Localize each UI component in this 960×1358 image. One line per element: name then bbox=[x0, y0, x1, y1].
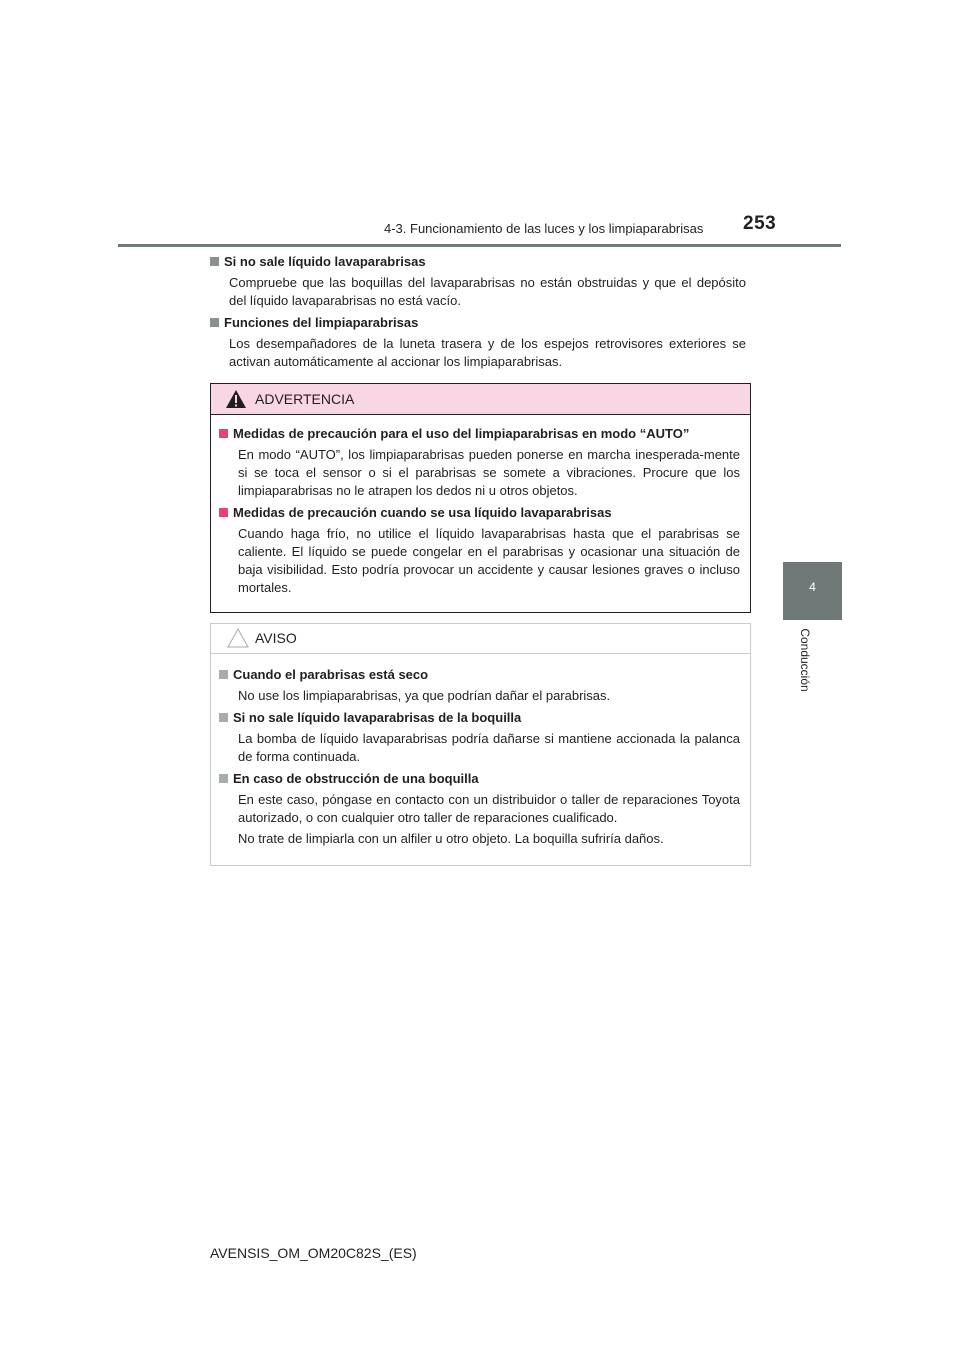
notice-header bbox=[211, 624, 750, 654]
chapter-label: Conducción bbox=[798, 628, 812, 692]
header-section-title: 4-3. Funcionamiento de las luces y los limpiaparabrisas bbox=[384, 221, 704, 236]
chapter-number: 4 bbox=[809, 580, 816, 594]
section-no-washer-fluid bbox=[210, 253, 746, 310]
warning-item bbox=[219, 425, 740, 500]
section-wiper-functions bbox=[210, 314, 746, 371]
notice-box bbox=[210, 623, 751, 866]
warning-item-body: Cuando haga frío, no utilice el líquido lavaparabrisas hasta que el parabrisas se caliente. El líquido se puede congelar en el parabrisas y ocasionar una situación de baja visibilidad. Esto podría provocar un accidente y causar lesiones graves o incluso mortales. bbox=[238, 526, 740, 595]
caution-triangle-icon bbox=[227, 627, 249, 649]
section-body: Compruebe que las boquillas del lavaparabrisas no están obstruidas y que el depósito del líquido lavaparabrisas no está vacío. bbox=[229, 275, 746, 308]
notice-label: AVISO bbox=[255, 630, 297, 646]
square-bullet-icon bbox=[210, 257, 219, 266]
warning-box bbox=[210, 383, 751, 613]
notice-item-title: En caso de obstrucción de una boquilla bbox=[233, 771, 479, 786]
warning-item-title: Medidas de precaución cuando se usa líquido lavaparabrisas bbox=[233, 505, 612, 520]
notice-item bbox=[219, 709, 740, 766]
header-divider bbox=[118, 244, 841, 247]
square-bullet-icon bbox=[219, 429, 228, 438]
notice-content bbox=[219, 666, 740, 852]
section-title: Funciones del limpiaparabrisas bbox=[224, 315, 419, 330]
warning-label: ADVERTENCIA bbox=[255, 391, 355, 407]
chapter-tab bbox=[783, 562, 842, 620]
warning-triangle-icon bbox=[225, 389, 247, 409]
notice-item-body: No use los limpiaparabrisas, ya que podrían dañar el parabrisas. bbox=[238, 688, 611, 703]
notice-item-title: Cuando el parabrisas está seco bbox=[233, 667, 429, 682]
notice-item bbox=[219, 770, 740, 848]
warning-header bbox=[211, 384, 750, 415]
notice-item bbox=[219, 666, 740, 705]
footer-doc-id: AVENSIS_OM_OM20C82S_(ES) bbox=[210, 1245, 417, 1261]
square-bullet-icon bbox=[219, 713, 228, 722]
notice-item-body: En este caso, póngase en contacto con un distribuidor o taller de reparaciones Toyota autorizado, o con cualquier otro taller de reparaciones cualificado. bbox=[238, 792, 740, 825]
main-content bbox=[210, 253, 746, 375]
notice-item-body: La bomba de líquido lavaparabrisas podría dañarse si mantiene accionada la palanca de forma continuada. bbox=[238, 731, 740, 764]
notice-item-title: Si no sale líquido lavaparabrisas de la boquilla bbox=[233, 710, 522, 725]
page-number: 253 bbox=[743, 213, 777, 234]
warning-item-title: Medidas de precaución para el uso del limpiaparabrisas en modo “AUTO” bbox=[233, 426, 690, 441]
square-bullet-icon bbox=[219, 508, 228, 517]
warning-item bbox=[219, 504, 740, 597]
square-bullet-icon bbox=[219, 670, 228, 679]
notice-item-body: No trate de limpiarla con un alfiler u otro objeto. La boquilla sufriría daños. bbox=[238, 831, 664, 846]
section-body: Los desempañadores de la luneta trasera y de los espejos retrovisores exteriores se activan automáticamente al accionar los limpiaparabrisas. bbox=[229, 336, 746, 369]
section-title: Si no sale líquido lavaparabrisas bbox=[224, 254, 426, 269]
square-bullet-icon bbox=[210, 318, 219, 327]
warning-content bbox=[219, 425, 740, 601]
square-bullet-icon bbox=[219, 774, 228, 783]
warning-item-body: En modo “AUTO”, los limpiaparabrisas pueden ponerse en marcha inesperada-mente si se toca el sensor o si el parabrisas se somete a vibraciones. Procure que los limpiaparabrisas no le atrapen los dedos ni u otros objetos. bbox=[238, 447, 740, 498]
